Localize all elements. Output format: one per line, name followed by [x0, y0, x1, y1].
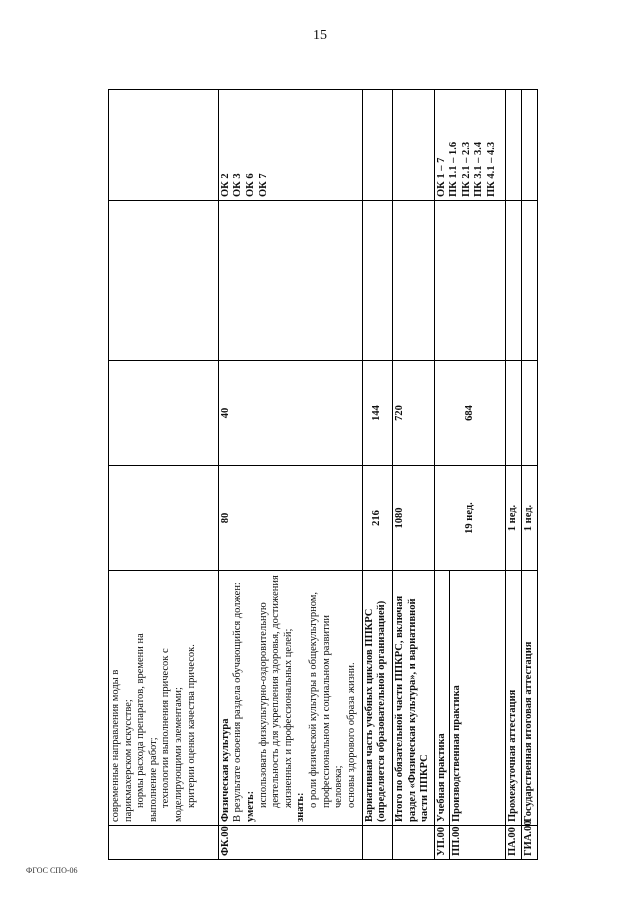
- cell-total: [109, 466, 219, 571]
- cell-discipline: [434, 201, 506, 361]
- competency-code: ОК 2: [219, 173, 231, 197]
- cell-total: 1 нед.: [506, 466, 522, 571]
- table-row-fk: [218, 90, 362, 860]
- cell-competencies: [522, 90, 538, 201]
- cell-code: ФК.00: [218, 826, 362, 860]
- cell-discipline: [362, 201, 392, 361]
- table-row-pa: [506, 90, 522, 860]
- text-line: критерии оценки качества причесок.: [185, 644, 197, 808]
- cell-code: [362, 826, 392, 860]
- cell-competencies: [393, 90, 434, 201]
- cell-discipline: [218, 201, 362, 361]
- competency-code: ПК 1.1 – 1.6: [448, 141, 460, 197]
- cell-hours: 684: [434, 361, 506, 466]
- competency-code: ПК 3.1 – 3.4: [473, 141, 485, 197]
- cell-hours: [109, 361, 219, 466]
- cell-discipline: [506, 201, 522, 361]
- competency-code: ОК 1 – 7: [435, 157, 447, 197]
- cell-code: УП.00: [434, 826, 450, 860]
- cell-discipline: [393, 201, 434, 361]
- cell-code: [393, 826, 434, 860]
- label-znat: знать:: [295, 792, 307, 822]
- cell-hours: 40: [218, 361, 362, 466]
- cell-fk-description: [218, 571, 362, 826]
- curriculum-table-rotated: [108, 90, 538, 860]
- table-row-gia: [522, 90, 538, 860]
- cell-total: 1 нед.: [522, 466, 538, 571]
- competency-code: ОК 3: [232, 173, 244, 197]
- cell-code: ПП.00: [450, 826, 506, 860]
- cell-hours: [506, 361, 522, 466]
- table-row-variative: [362, 90, 392, 860]
- cell-hours: 144: [362, 361, 392, 466]
- cell-competencies: [362, 90, 392, 201]
- text-line: В результате освоения раздела обучающийся должен:: [232, 582, 244, 822]
- cell-hours: 720: [393, 361, 434, 466]
- text-line: современные направления моды в: [110, 669, 121, 822]
- cell-total: 19 нед.: [434, 466, 506, 571]
- cell-code: ГИА.00: [522, 826, 538, 860]
- label-umet: уметь:: [244, 790, 256, 822]
- cell-competencies: [506, 90, 522, 201]
- text-line: основы здорового образа жизни.: [345, 662, 357, 808]
- competency-code: ОК 6: [244, 173, 256, 197]
- cell-competencies: [109, 90, 219, 201]
- curriculum-table: [108, 89, 538, 860]
- section-title: Физическая культура: [219, 718, 231, 822]
- cell-title: Промежуточная аттестация: [506, 571, 522, 826]
- text-line: использовать физкультурно-оздоровительную деятельность для укрепления здоровья, достижения жизненных и профессиональных целей;: [257, 575, 294, 808]
- cell-competencies: [434, 90, 506, 201]
- cell-title: Производственная практика: [450, 571, 506, 826]
- table-row-up: [434, 90, 450, 860]
- cell-title: Учебная практика: [434, 571, 450, 826]
- cell-continuation-text: [109, 571, 219, 826]
- text-line: нормы расхода препаратов, времени на: [135, 633, 147, 808]
- text-line: выполнение работ;: [147, 737, 159, 822]
- cell-total: 80: [218, 466, 362, 571]
- cell-competencies: [218, 90, 362, 201]
- cell-discipline: [522, 201, 538, 361]
- cell-hours: [522, 361, 538, 466]
- cell-code: ПА.00: [506, 826, 522, 860]
- competency-code: ПК 2.1 – 2.3: [460, 141, 472, 197]
- page-number: 15: [313, 28, 327, 43]
- cell-title: Государственная итоговая аттестация: [522, 571, 538, 826]
- cell-discipline: [109, 201, 219, 361]
- footer-code: ФГОС СПО-06: [26, 866, 78, 875]
- cell-title: Итого по обязательной части ППКРС, включая раздел «Физическая культура», и вариативной части ППКРС: [393, 571, 434, 826]
- cell-code: [109, 826, 219, 860]
- cell-total: 216: [362, 466, 392, 571]
- cell-total: 1080: [393, 466, 434, 571]
- text-line: технологии выполнения причесок с: [160, 648, 172, 808]
- table-row-continuation: [109, 90, 219, 860]
- cell-title: Вариативная часть учебных циклов ППКРС (определяется образовательной организацией): [362, 571, 392, 826]
- table-row-itogo: [393, 90, 434, 860]
- text-line: о роли физической культуры в общекультурном, профессиональном и социальном развитии человека;: [307, 591, 345, 808]
- text-line: парикмахерском искусстве;: [122, 699, 134, 822]
- competency-code: ОК 7: [257, 173, 269, 197]
- text-line: моделирующими элементами;: [172, 687, 184, 822]
- competency-code: ПК 4.1 – 4.3: [485, 141, 497, 197]
